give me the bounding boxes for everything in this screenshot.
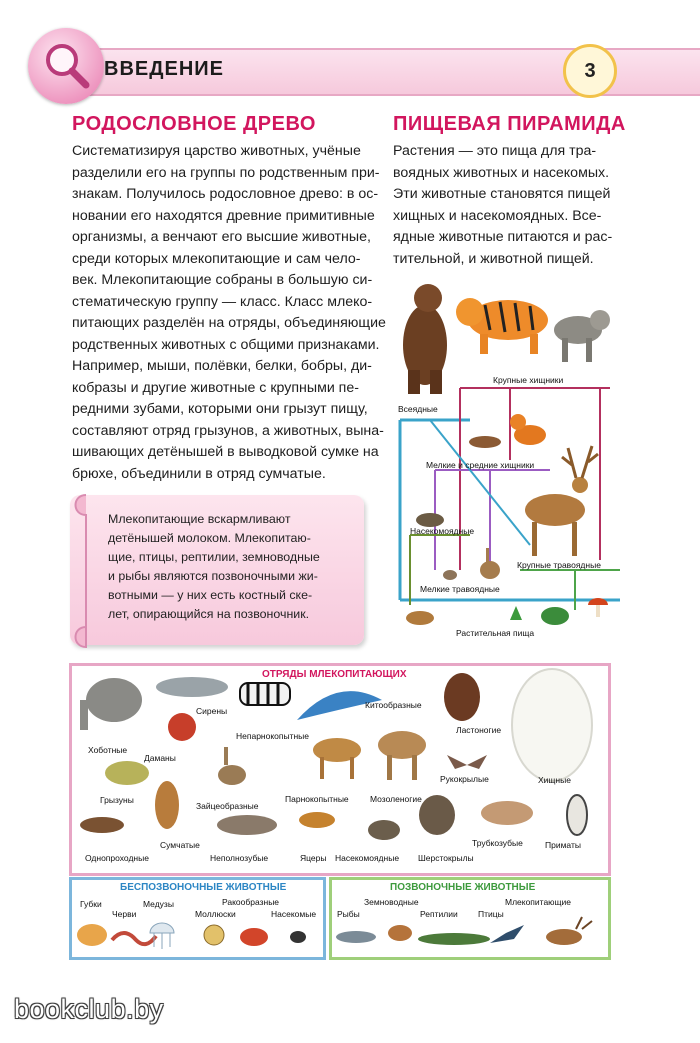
- invertebrates-title: БЕСПОЗВОНОЧНЫЕ ЖИВОТНЫЕ: [120, 882, 287, 893]
- magnifier-badge: [28, 28, 104, 104]
- sponge-icon: [77, 924, 107, 946]
- label-monotremes: Однопроходные: [85, 853, 149, 863]
- ferret-icon: [469, 436, 501, 448]
- family-tree-text-line: редними зубами, которыми они грызут пищу,: [72, 401, 368, 417]
- label-tylopods: Мозоленогие: [370, 794, 422, 804]
- label-birds: Птицы: [478, 909, 504, 919]
- wolf-icon: [554, 310, 610, 362]
- label-carnivores: Хищные: [538, 775, 571, 785]
- tiger-icon: [456, 298, 548, 354]
- label-cetaceans: Китообразные: [365, 700, 422, 710]
- vertebrates-title: ПОЗВОНОЧНЫЕ ЖИВОТНЫЕ: [390, 882, 536, 893]
- bear-icon: [403, 284, 447, 394]
- family-tree-text-line: брюхе, объединили в отряд сумчатые.: [72, 465, 326, 482]
- hyrax-icon: [168, 713, 196, 741]
- invertebrates-illustrations: [72, 915, 318, 951]
- family-tree-text-line: организмы, а венчают его высшие животные,: [72, 229, 371, 245]
- family-tree-title: РОДОСЛОВНОЕ ДРЕВО: [72, 113, 316, 135]
- deer-icon: [525, 446, 598, 556]
- label-fish: Рыбы: [337, 909, 360, 919]
- family-tree-text: [72, 141, 386, 485]
- armadillo-icon: [105, 761, 149, 785]
- note-text-line: и рыбы являются позвоночными жи-: [108, 569, 318, 583]
- label-sirens: Сирены: [196, 706, 228, 716]
- label-xenarthrans: Неполнозубые: [210, 853, 269, 863]
- food-pyramid-text-line: Эти животные становятся пищей: [393, 186, 611, 202]
- label-large-herbivores: Крупные травоядные: [517, 560, 601, 570]
- section-title: ВВЕДЕНИЕ: [104, 58, 224, 80]
- food-pyramid-text-line: хищных и насекомоядных. Все-: [393, 207, 602, 224]
- family-tree-text-line: кобразы и другие животные с крупными пе-: [72, 379, 359, 396]
- label-treeshrews: Яцеры: [300, 853, 327, 863]
- label-lagomorphs: Зайцеобразные: [196, 801, 259, 811]
- worm-icon: [112, 933, 156, 944]
- label-bats: Рукокрылые: [440, 774, 489, 784]
- bat-icon: [447, 755, 487, 769]
- food-pyramid-text: [393, 141, 615, 270]
- label-hyraxes: Даманы: [144, 753, 176, 763]
- note-text-line: Млекопитающие вскармливают: [108, 512, 291, 526]
- vertebrates-illustrations: [332, 915, 602, 951]
- watermark: bookclub.by: [14, 994, 164, 1024]
- lemur-icon: [567, 795, 587, 835]
- note-text-line: вотными — у них есть костный ске-: [108, 588, 313, 602]
- label-mammals: Млекопитающие: [505, 897, 572, 907]
- crab-icon: [240, 928, 268, 946]
- family-tree-text-line: новании его находятся древние примитивные: [72, 207, 375, 224]
- family-tree-text-line: Например, мыши, полёвки, белки, бобры, ди-: [72, 358, 372, 374]
- family-tree-text-line: разделили его на группы по родственным при-: [72, 164, 380, 181]
- hedgehog-icon: [416, 513, 444, 527]
- tree-shrew-icon: [299, 812, 335, 828]
- fox-icon: [510, 414, 546, 445]
- family-tree-text-line: шивающих детёнышей в выводковой сумке на: [72, 444, 379, 460]
- food-pyramid-text-line: воядных животных и насекомых.: [393, 164, 610, 181]
- swallow-icon: [490, 925, 524, 943]
- label-small-herbivores: Мелкие травоядные: [420, 584, 500, 594]
- label-crustaceans: Ракообразные: [222, 897, 280, 907]
- family-tree-text-line: стематическую группу — класс. Класс млеко-: [72, 293, 373, 310]
- frog-icon: [388, 925, 412, 941]
- label-plant-food: Растительная пища: [456, 628, 535, 638]
- label-dermoptera: Шерстокрылы: [418, 853, 474, 863]
- family-tree-text-line: родственных животных с общими признаками.: [72, 336, 380, 353]
- zebra-icon: [240, 683, 290, 705]
- family-tree-text-line: среди которых млекопитающие и сам чело-: [72, 250, 361, 267]
- plants-icon: [406, 598, 608, 625]
- family-tree-text-line: Систематизируя царство животных, учёные: [72, 143, 361, 159]
- scroll-curl-icon: [66, 487, 106, 657]
- label-proboscideans: Хоботные: [88, 745, 128, 755]
- note-text-line: детёнышей молоком. Млекопитаю-: [108, 531, 311, 545]
- label-large-predators: Крупные хищники: [493, 375, 564, 385]
- label-small-predators: Мелкие и средние хищники: [426, 460, 535, 470]
- mammal-orders-title: ОТРЯДЫ МЛЕКОПИТАЮЩИХ: [262, 669, 407, 680]
- reindeer-icon: [546, 917, 592, 945]
- family-tree-text-line: знакам. Получилось родословное древо: в ос-: [72, 186, 379, 202]
- snail-icon: [204, 925, 224, 945]
- platypus-icon: [80, 817, 124, 833]
- hare-order-icon: [218, 747, 246, 785]
- manatee-icon: [156, 677, 228, 697]
- label-insectivores: Насекомоядные: [410, 526, 475, 536]
- aardvark-icon: [481, 801, 533, 825]
- note-text-line: щие, птицы, рептилии, земноводные: [108, 550, 320, 564]
- fly-icon: [290, 931, 306, 943]
- label-insectivora: Насекомоядные: [335, 853, 400, 863]
- label-amphibians: Земноводные: [364, 897, 419, 907]
- label-rodents: Грызуны: [100, 795, 134, 805]
- label-perissodactyls: Непарнокопытные: [236, 731, 310, 741]
- page-number: 3: [563, 44, 617, 98]
- sea-lion-icon: [444, 673, 480, 721]
- label-jellyfish: Медузы: [143, 899, 174, 909]
- antelope-icon: [313, 738, 361, 779]
- label-insects: Насекомые: [271, 909, 317, 919]
- label-mollusks: Моллюски: [195, 909, 236, 919]
- kangaroo-icon: [155, 781, 179, 829]
- note-text-line: лет, опирающийся на позвоночник.: [108, 607, 310, 621]
- food-pyramid-text-line: Растения — это пища для тра-: [393, 143, 597, 159]
- label-tubulidentata: Трубкозубые: [472, 838, 523, 848]
- family-tree-text-line: питающих разделён на отряды, объединяющие: [72, 315, 386, 331]
- label-primates: Приматы: [545, 840, 581, 850]
- mouse-icon: [443, 570, 457, 580]
- magnifier-icon: [28, 28, 104, 104]
- label-artiodactyls: Парнокопытные: [285, 794, 349, 804]
- fish-icon: [336, 931, 376, 943]
- family-tree-text-line: век. Млекопитающие собраны в большую си-: [72, 272, 373, 288]
- elephant-icon: [80, 678, 142, 730]
- label-marsupials: Сумчатые: [160, 840, 200, 850]
- polar-bear-icon: [512, 669, 592, 781]
- label-worms: Черви: [112, 909, 137, 919]
- jellyfish-icon: [150, 923, 174, 949]
- label-reptiles: Рептилии: [420, 909, 458, 919]
- food-pyramid-text-line: тительной, и животной пищей.: [393, 250, 594, 267]
- food-pyramid-text-line: ядные животные питаются и рас-: [393, 229, 613, 245]
- family-tree-text-line: составляют отряд грызунов, а животных, вына-: [72, 422, 384, 439]
- hedgehog-order-icon: [368, 820, 400, 840]
- note-text: [108, 510, 344, 624]
- label-pinnipeds: Ластоногие: [456, 725, 502, 735]
- anteater-icon: [217, 815, 277, 835]
- label-omnivores: Всеядные: [398, 404, 438, 414]
- crocodile-icon: [418, 933, 490, 945]
- food-pyramid-title: ПИЩЕВАЯ ПИРАМИДА: [393, 113, 626, 135]
- label-sponges: Губки: [80, 899, 102, 909]
- flying-lemur-icon: [419, 795, 455, 835]
- camel-icon: [378, 731, 426, 780]
